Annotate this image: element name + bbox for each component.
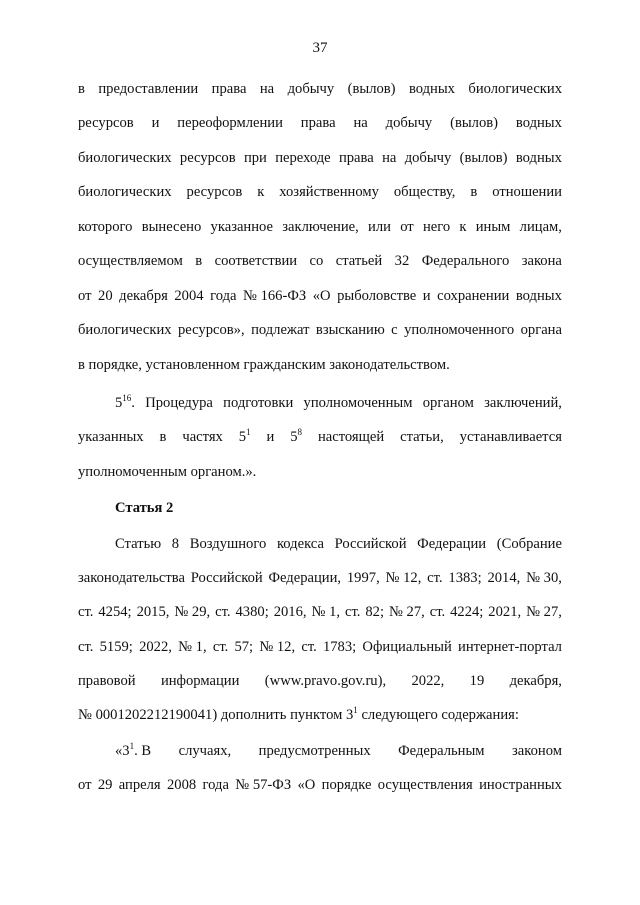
text-line: биологических ресурсов к хозяйственному обществу, в отношении xyxy=(78,184,562,200)
text-line: ст. 5159; 2022, № 1, ст. 57; № 12, ст. 1783; Официальный интернет-портал xyxy=(78,639,562,655)
clause-ref: $5^{16}$. xyxy=(115,393,135,411)
text-line: законодательства Российской Федерации, 1997, № 12, ст. 1383; 2014, № 30, xyxy=(78,570,562,586)
text-line: правовой информации (www.pravo.gov.ru), 2022, 19 декабря, xyxy=(78,673,562,689)
text-line: указанных в частях $5^1$ и $5^8$ настоящей статьи, устанавливается xyxy=(78,427,562,445)
text-line: биологических ресурсов при переходе права на добычу (вылов) водных xyxy=(78,150,562,166)
clause-ref: $5^1$ xyxy=(238,427,251,445)
text-line: «$3^1$. В случаях, предусмотренных Федеральным законом xyxy=(115,741,562,759)
text-line: от 29 апреля 2008 года № 57-ФЗ «О порядке осуществления иностранных xyxy=(78,777,562,793)
text-line: Статью 8 Воздушного кодекса Российской Федерации (Собрание xyxy=(115,536,562,552)
clause-ref: $5^8$ xyxy=(290,427,303,445)
clause-ref: «$3^1$. В xyxy=(115,741,152,759)
page-number: 37 xyxy=(312,40,328,56)
text-line: осуществляемом в соответствии со статьей 32 Федерального закона xyxy=(78,253,562,269)
text-line: ст. 4254; 2015, № 29, ст. 4380; 2016, № 1, ст. 82; № 27, ст. 4224; 2021, № 27, xyxy=(78,604,562,620)
text-line: $5^{16}$. Процедура подготовки уполномоченным органом заключений, xyxy=(115,393,562,411)
text-line: в предоставлении права на добычу (вылов) водных биологических xyxy=(78,81,562,97)
article-heading: Статья 2 xyxy=(115,500,174,516)
text-line: № 0001202212190041) дополнить пунктом $3^1$ следующего содержания: xyxy=(78,705,519,723)
text-line: ресурсов и переоформлении права на добычу (вылов) водных xyxy=(78,115,562,131)
text-line: уполномоченным органом.». xyxy=(78,464,257,480)
text-line: от 20 декабря 2004 года № 166-ФЗ «О рыболовстве и сохранении водных xyxy=(78,288,562,304)
clause-ref: $3^1$ xyxy=(346,705,358,723)
text-line: биологических ресурсов», подлежат взысканию с уполномоченного органа xyxy=(78,322,562,338)
text-line: в порядке, установленном гражданским законодательством. xyxy=(78,357,450,373)
text-line: которого вынесено указанное заключение, или от него к иным лицам, xyxy=(78,219,562,235)
